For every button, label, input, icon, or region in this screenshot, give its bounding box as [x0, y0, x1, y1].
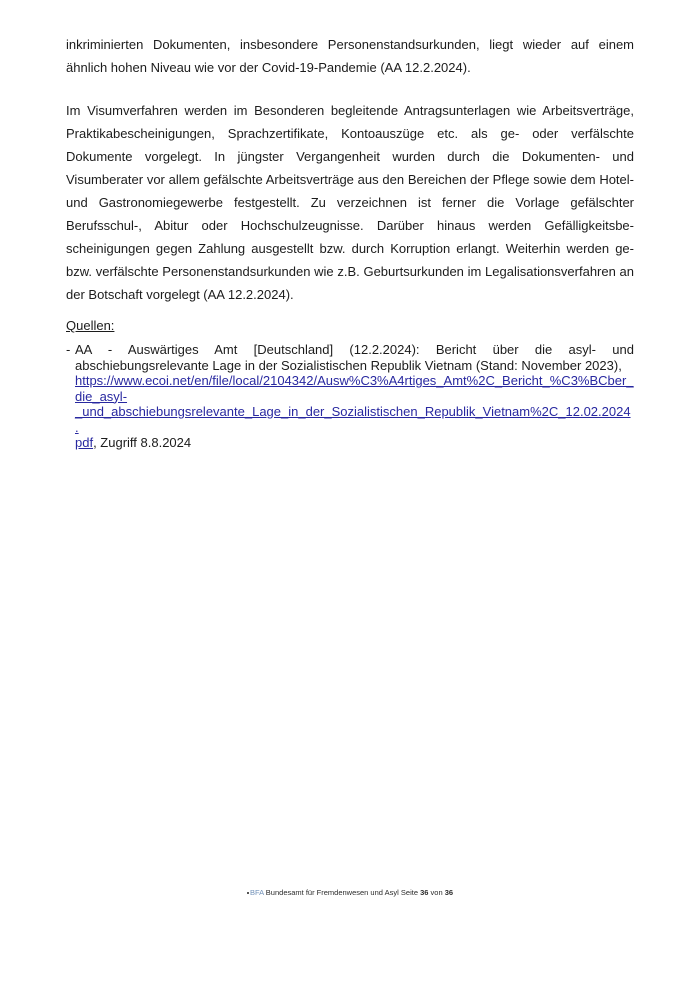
source-link-line-4[interactable]: pdf — [75, 435, 94, 450]
sources-heading: Quellen: — [66, 318, 115, 333]
source-bullet: - — [66, 342, 71, 357]
page-footer — [0, 887, 700, 898]
source-access-date: , Zugriff 8.8.2024 — [93, 435, 192, 450]
paragraph-visa-procedure: Im Visumverfahren werden im Besonderen begleitende Antragsunterlagen wie Arbeitsverträge, Praktikabescheinigungen, Sprachzertifikate, Kontoauszüge etc. als ge- oder verfälschte Dokumente vorgelegt. In jüngster Vergangenheit wurden durch die Dokumenten- und Visumberater vor allem gefälschte Arbeitsverträge aus den Bereichen der Pflege sowie dem Hotel- und Gastronomiegewerbe festgestellt. Zu verzeichnen ist ferner die Vorlage gefälschter Berufsschul-, Abitur oder Hochschulzeugnisse. Darüber hinaus werden Gefälligkeitsbe-scheinigungen gegen Zahlung ausgestellt bzw. durch Korruption erlangt. Weiterhin werden ge- bzw. verfälschte Personenstandsurkunden wie z.B. Geburtsurkunden im Legalisationsverfahren an der Botschaft vorgelegt (AA 12.2.2024). — [66, 103, 634, 302]
source-citation-text: AA - Auswärtiges Amt [Deutschland] (12.2.2024): Bericht über die asyl- und abschiebungsrelevante Lage in der Sozialistischen Republik Vietnam (Stand: November 2023), — [75, 342, 634, 373]
footer-page-label: Seite — [400, 888, 418, 897]
page-content — [66, 33, 634, 451]
source-link-line-2[interactable]: die_asyl- — [75, 388, 128, 404]
bfa-logo-text: BFA — [249, 888, 264, 897]
source-list-item — [66, 342, 634, 451]
source-link-line-1[interactable]: https://www.ecoi.net/en/file/local/2104342/Ausw%C3%A4rtiges_Amt%2C_Bericht_%C3%BCber_ — [75, 373, 634, 388]
paragraph-continuation: inkriminierten Dokumenten, insbesondere Personenstandsurkunden, liegt wieder auf einem ähnlich hohen Niveau wie vor der Covid-19-Pandemie (AA 12.2.2024). — [66, 37, 634, 75]
footer-org-name: Bundesamt für Fremdenwesen und Asyl — [265, 888, 399, 897]
footer-page-total: 36 — [444, 888, 454, 897]
footer-of-label: von — [430, 888, 443, 897]
bfa-logo-mark — [247, 892, 249, 894]
source-link-line-3[interactable]: _und_abschiebungsrelevante_Lage_in_der_Sozialistischen_Republik_Vietnam%2C_12.02.2024. — [75, 404, 631, 435]
footer-page-number: 36 — [420, 888, 429, 897]
